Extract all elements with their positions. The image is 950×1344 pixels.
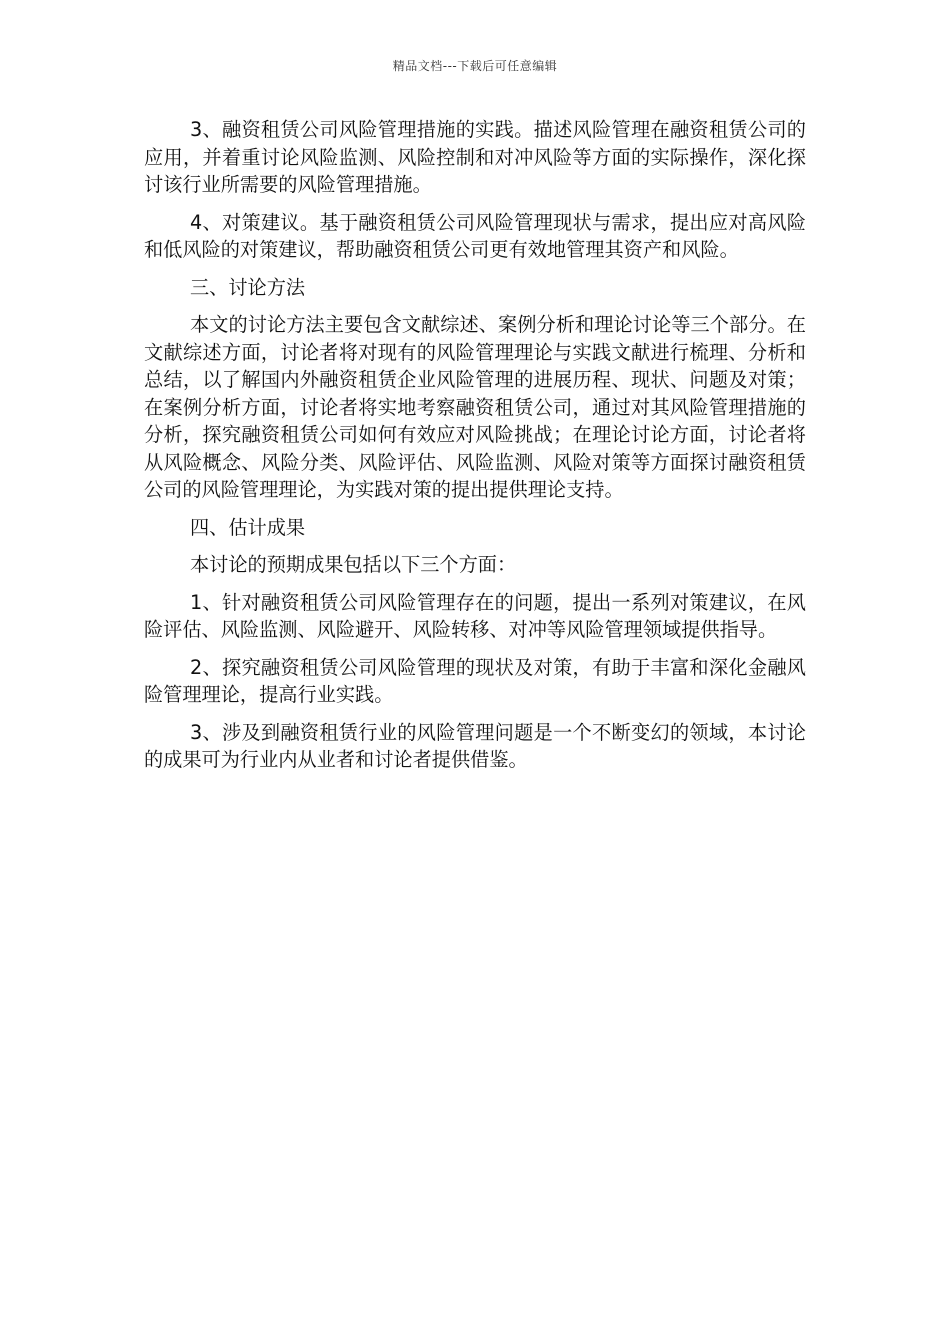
paragraph-results-intro: 本讨论的预期成果包括以下三个方面： xyxy=(190,553,517,576)
page-header: 精品文档---下载后可任意编辑 xyxy=(392,59,558,73)
paragraph-result-3: 3、涉及到融资租赁行业的风险管理问题是一个不断变幻的领域，本讨论的成果可为行业内从业者和讨论者提供借鉴。 xyxy=(144,720,806,771)
paragraph-countermeasures: 4、对策建议。基于融资租赁公司风险管理现状与需求，提出应对高风险和低风险的对策建议，帮助融资租赁公司更有效地管理其资产和风险。 xyxy=(144,210,806,261)
paragraph-methods: 本文的讨论方法主要包含文献综述、案例分析和理论讨论等三个部分。在文献综述方面，讨论者将对现有的风险管理理论与实践文献进行梳理、分析和总结，以了解国内外融资租赁企业风险管理的进展历程、现状、问题及对策；在案例分析方面，讨论者将实地考察融资租赁公司，通过对其风险管理措施的分析，探究融资租赁公司如何有效应对风险挑战；在理论讨论方面，讨论者将从风险概念、风险分类、风险评估、风险监测、风险对策等方面探讨融资租赁公司的风险管理理论，为实践对策的提出提供理论支持。 xyxy=(144,313,806,501)
paragraph-result-2: 2、探究融资租赁公司风险管理的现状及对策，有助于丰富和深化金融风险管理理论，提高行业实践。 xyxy=(144,655,806,706)
section-heading-results: 四、估计成果 xyxy=(190,515,306,539)
document-body xyxy=(144,116,806,784)
paragraph-risk-practice: 3、融资租赁公司风险管理措施的实践。描述风险管理在融资租赁公司的应用，并着重讨论风险监测、风险控制和对冲风险等方面的实际操作，深化探讨该行业所需要的风险管理措施。 xyxy=(144,118,806,196)
paragraph-result-1: 1、针对融资租赁公司风险管理存在的问题，提出一系列对策建议，在风险评估、风险监测、风险避开、风险转移、对冲等风险管理领域提供指导。 xyxy=(144,590,806,641)
section-heading-methods: 三、讨论方法 xyxy=(190,275,306,299)
